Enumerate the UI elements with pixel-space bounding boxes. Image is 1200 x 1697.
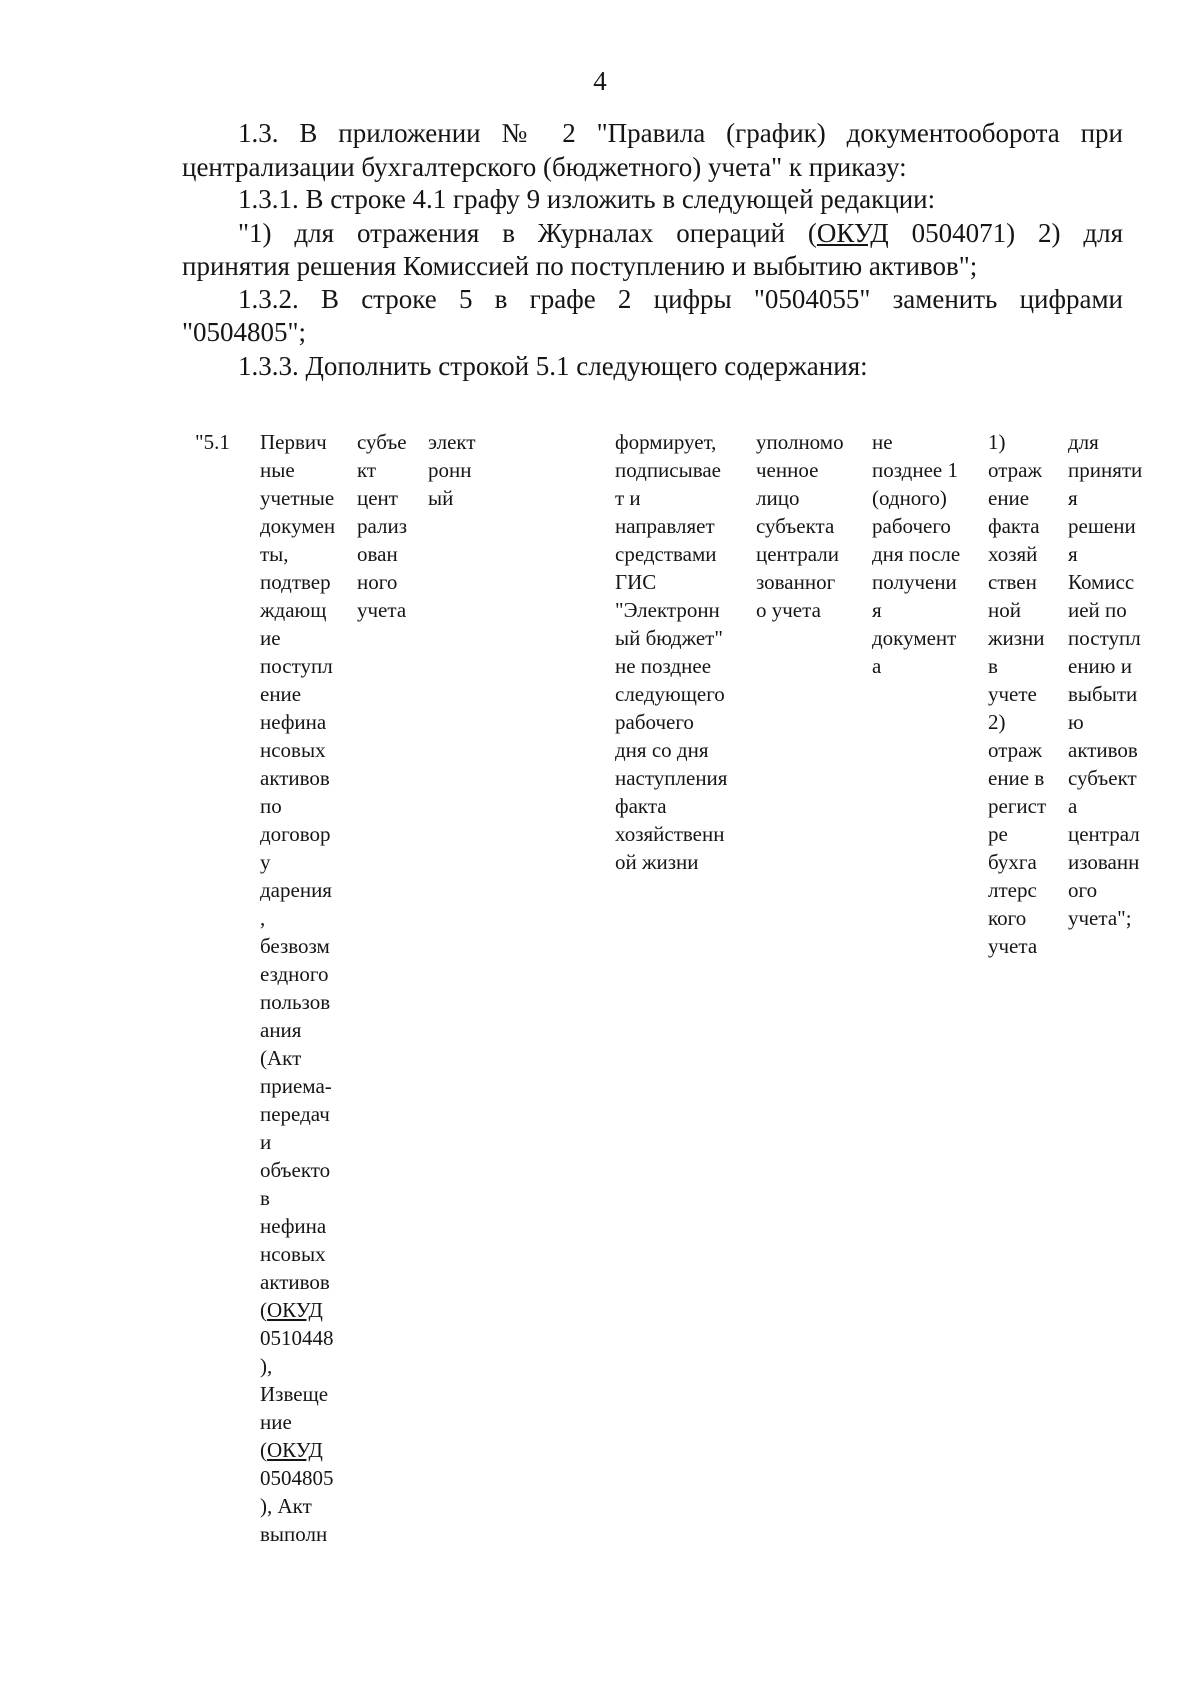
document-name-text-3: 0504805 ), Акт выполн [260,1466,334,1546]
document-name-text-2: 0510448 ), Извеще ние ( [260,1326,334,1462]
table-cell-row-number: "5.1 [195,430,230,454]
paragraph-quote-line-1 [182,218,1123,248]
paragraph-1-3-line-2: централизации бухгалтерского (бюджетного) учета" к приказу: [182,152,907,182]
table-cell-purpose-2: для приняти я решени я Комисс ией по поступл ению и выбыти ю активов субъект а централ изованн ого учета"; [1068,430,1143,930]
table-cell-purpose-1: 1) отраж ение факта хозяй ствен ной жизни в учете 2) отраж ение в регист ре бухга лтерс кого учета [988,430,1047,958]
table-cell-document-name [260,428,335,1548]
okud-underlined: ОКУД [267,1438,323,1462]
quote-text-start: "1) для отражения в Журналах операций ( [238,218,817,248]
page-number: 4 [593,66,607,96]
table-cell-responsible: уполномо ченное лицо субъекта централи зованног о учета [756,430,844,622]
table-cell-format: элект ронн ый [428,430,476,510]
table-cell-creator: субъе кт цент рализ ован ного учета [357,430,408,622]
okud-underlined: ОКУД [267,1298,323,1322]
paragraph-1-3-3: 1.3.3. Дополнить строкой 5.1 следующего содержания: [238,351,868,381]
paragraph-1-3-2-line-2: "0504805"; [182,317,307,347]
paragraph-1-3-2-line-1: 1.3.2. В строке 5 в графе 2 цифры "0504055" заменить цифрами [238,284,1123,314]
paragraph-1-3-1: 1.3.1. В строке 4.1 графу 9 изложить в следующей редакции: [238,184,936,214]
paragraph-quote-line-2: принятия решения Комиссией по поступлению и выбытию активов"; [182,251,978,281]
document-name-text-1: Первич ные учетные докумен ты, подтвер ждающ ие поступл ение нефина нсовых активов по договор у дарения , безвозм ездного пользов ания (Акт приема- передач и объекто в нефина нсовых активов ( [260,430,336,1322]
quote-text-end: 0504071) 2) для [888,218,1123,248]
paragraph-1-3-line-1: 1.3. В приложении № 2 "Правила (график) документооборота при [238,118,1123,148]
table-cell-procedure: формирует, подписывае т и направляет средствами ГИС "Электронн ый бюджет" не позднее следующего рабочего дня со дня наступления факта хозяйственн ой жизни [615,430,728,874]
table-cell-deadline: не позднее 1 (одного) рабочего дня после получени я документ а [872,430,961,678]
okud-underlined: ОКУД [816,218,889,248]
